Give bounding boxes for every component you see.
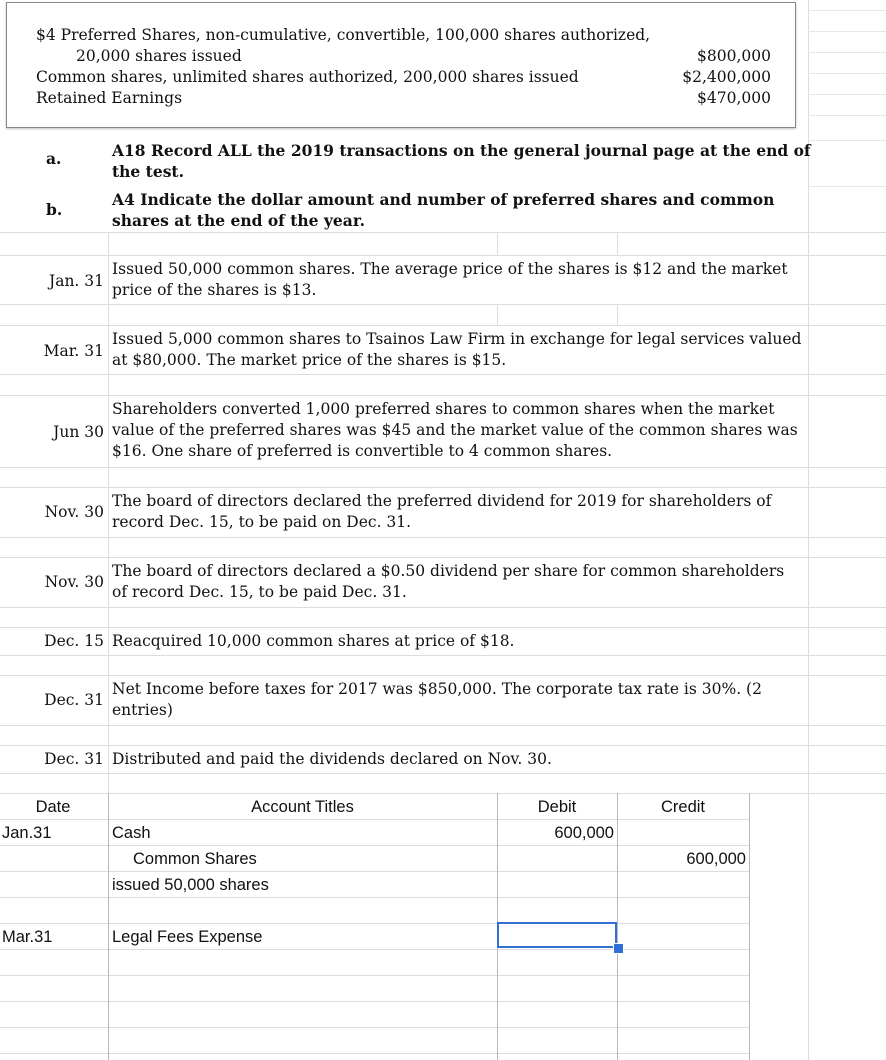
grid-line (808, 115, 886, 116)
transaction-date: Nov. 30 (44, 503, 104, 521)
transaction-date: Dec. 31 (44, 691, 104, 709)
transaction-text: Net Income before taxes for 2017 was $850,000. The corporate tax rate is 30%. (2 entries) (112, 680, 762, 719)
retained-earnings-amount: $470,000 (697, 89, 771, 107)
transaction-text: Issued 50,000 common shares. The average price of the shares is $12 and the market price of the shares is $13. (112, 260, 788, 299)
transaction-text: Shareholders converted 1,000 preferred shares to common shares when the market value of the preferred shares was $45 and the market value of the common shares was $16. One share of preferred is convertible to 4 common shares. (112, 400, 798, 460)
grid-line (808, 186, 886, 187)
journal-header-credit: Credit (660, 798, 705, 816)
journal-cell-account[interactable]: Cash (112, 824, 151, 842)
grid-line (808, 94, 886, 95)
grid-line (497, 304, 498, 325)
journal-header-date: Date (35, 798, 71, 816)
journal-header-account: Account Titles (251, 798, 354, 816)
grid-line (0, 487, 886, 488)
grid-line (808, 52, 886, 53)
question-text: A18 Record ALL the 2019 transactions on the general journal page at the end of (112, 141, 811, 160)
share-summary-box[interactable] (6, 2, 796, 128)
journal-cell-account[interactable]: issued 50,000 shares (112, 876, 269, 894)
question-letter: a. (46, 149, 62, 168)
grid-line (0, 395, 886, 396)
grid-line (0, 325, 886, 326)
preferred-shares-amount: $800,000 (697, 47, 771, 65)
fill-handle[interactable] (613, 943, 624, 954)
grid-line (108, 232, 109, 793)
transaction-text: Reacquired 10,000 common shares at price of $18. (112, 632, 515, 650)
question-text: shares at the end of the year. (112, 211, 365, 230)
question-text: A4 Indicate the dollar amount and number of preferred shares and common (112, 190, 775, 209)
transaction-date: Dec. 15 (44, 632, 104, 650)
question-letter: b. (46, 200, 63, 219)
common-shares-amount: $2,400,000 (682, 68, 771, 86)
transaction-date: Nov. 30 (44, 573, 104, 591)
journal-cell-date[interactable]: Mar.31 (2, 928, 53, 946)
retained-earnings-label: Retained Earnings (36, 89, 183, 107)
grid-line (0, 537, 886, 538)
transaction-text: The board of directors declared the preferred dividend for 2019 for shareholders of record Dec. 15, to be paid on Dec. 31. (112, 492, 772, 531)
grid-line (0, 627, 886, 628)
grid-line (808, 10, 886, 11)
grid-line (0, 655, 886, 656)
grid-line (617, 232, 618, 255)
journal-cell-date[interactable]: Jan.31 (2, 824, 52, 842)
grid-line (0, 773, 886, 774)
grid-line (808, 140, 886, 141)
transaction-date: Jan. 31 (48, 272, 104, 290)
journal-cell-account[interactable]: Legal Fees Expense (112, 928, 263, 946)
grid-line (0, 467, 886, 468)
grid-line (0, 255, 886, 256)
grid-line (0, 725, 886, 726)
transaction-text: The board of directors declared a $0.50 dividend per share for common shareholders of record Dec. 15, to be paid Dec. 31. (112, 562, 785, 601)
grid-line (497, 232, 498, 255)
grid-line (0, 675, 886, 676)
grid-line (0, 232, 886, 233)
transaction-text: Issued 5,000 common shares to Tsainos Law Firm in exchange for legal services valued at $80,000. The market price of the shares is $15. (112, 330, 802, 369)
grid-line (808, 73, 886, 74)
preferred-shares-label: $4 Preferred Shares, non-cumulative, convertible, 100,000 shares authorized, (36, 26, 651, 44)
transaction-text: Distributed and paid the dividends declared on Nov. 30. (112, 750, 552, 768)
grid-line (0, 557, 886, 558)
transaction-date: Dec. 31 (44, 750, 104, 768)
grid-line (0, 374, 886, 375)
question-text: the test. (112, 162, 184, 181)
common-shares-label: Common shares, unlimited shares authorized, 200,000 shares issued (36, 68, 579, 86)
journal-cell-account[interactable]: Common Shares (133, 850, 257, 868)
transaction-date: Mar. 31 (43, 342, 104, 360)
grid-line (0, 607, 886, 608)
transaction-date: Jun 30 (53, 423, 104, 441)
selected-debit-cell[interactable] (497, 922, 617, 948)
preferred-shares-issued: 20,000 shares issued (76, 47, 242, 65)
grid-line (617, 304, 618, 325)
journal-header-debit: Debit (537, 798, 577, 816)
grid-line (0, 304, 886, 305)
grid-line (808, 31, 886, 32)
journal-cell-debit[interactable]: 600,000 (554, 824, 614, 842)
grid-line (0, 745, 886, 746)
journal-cell-credit[interactable]: 600,000 (686, 850, 746, 868)
